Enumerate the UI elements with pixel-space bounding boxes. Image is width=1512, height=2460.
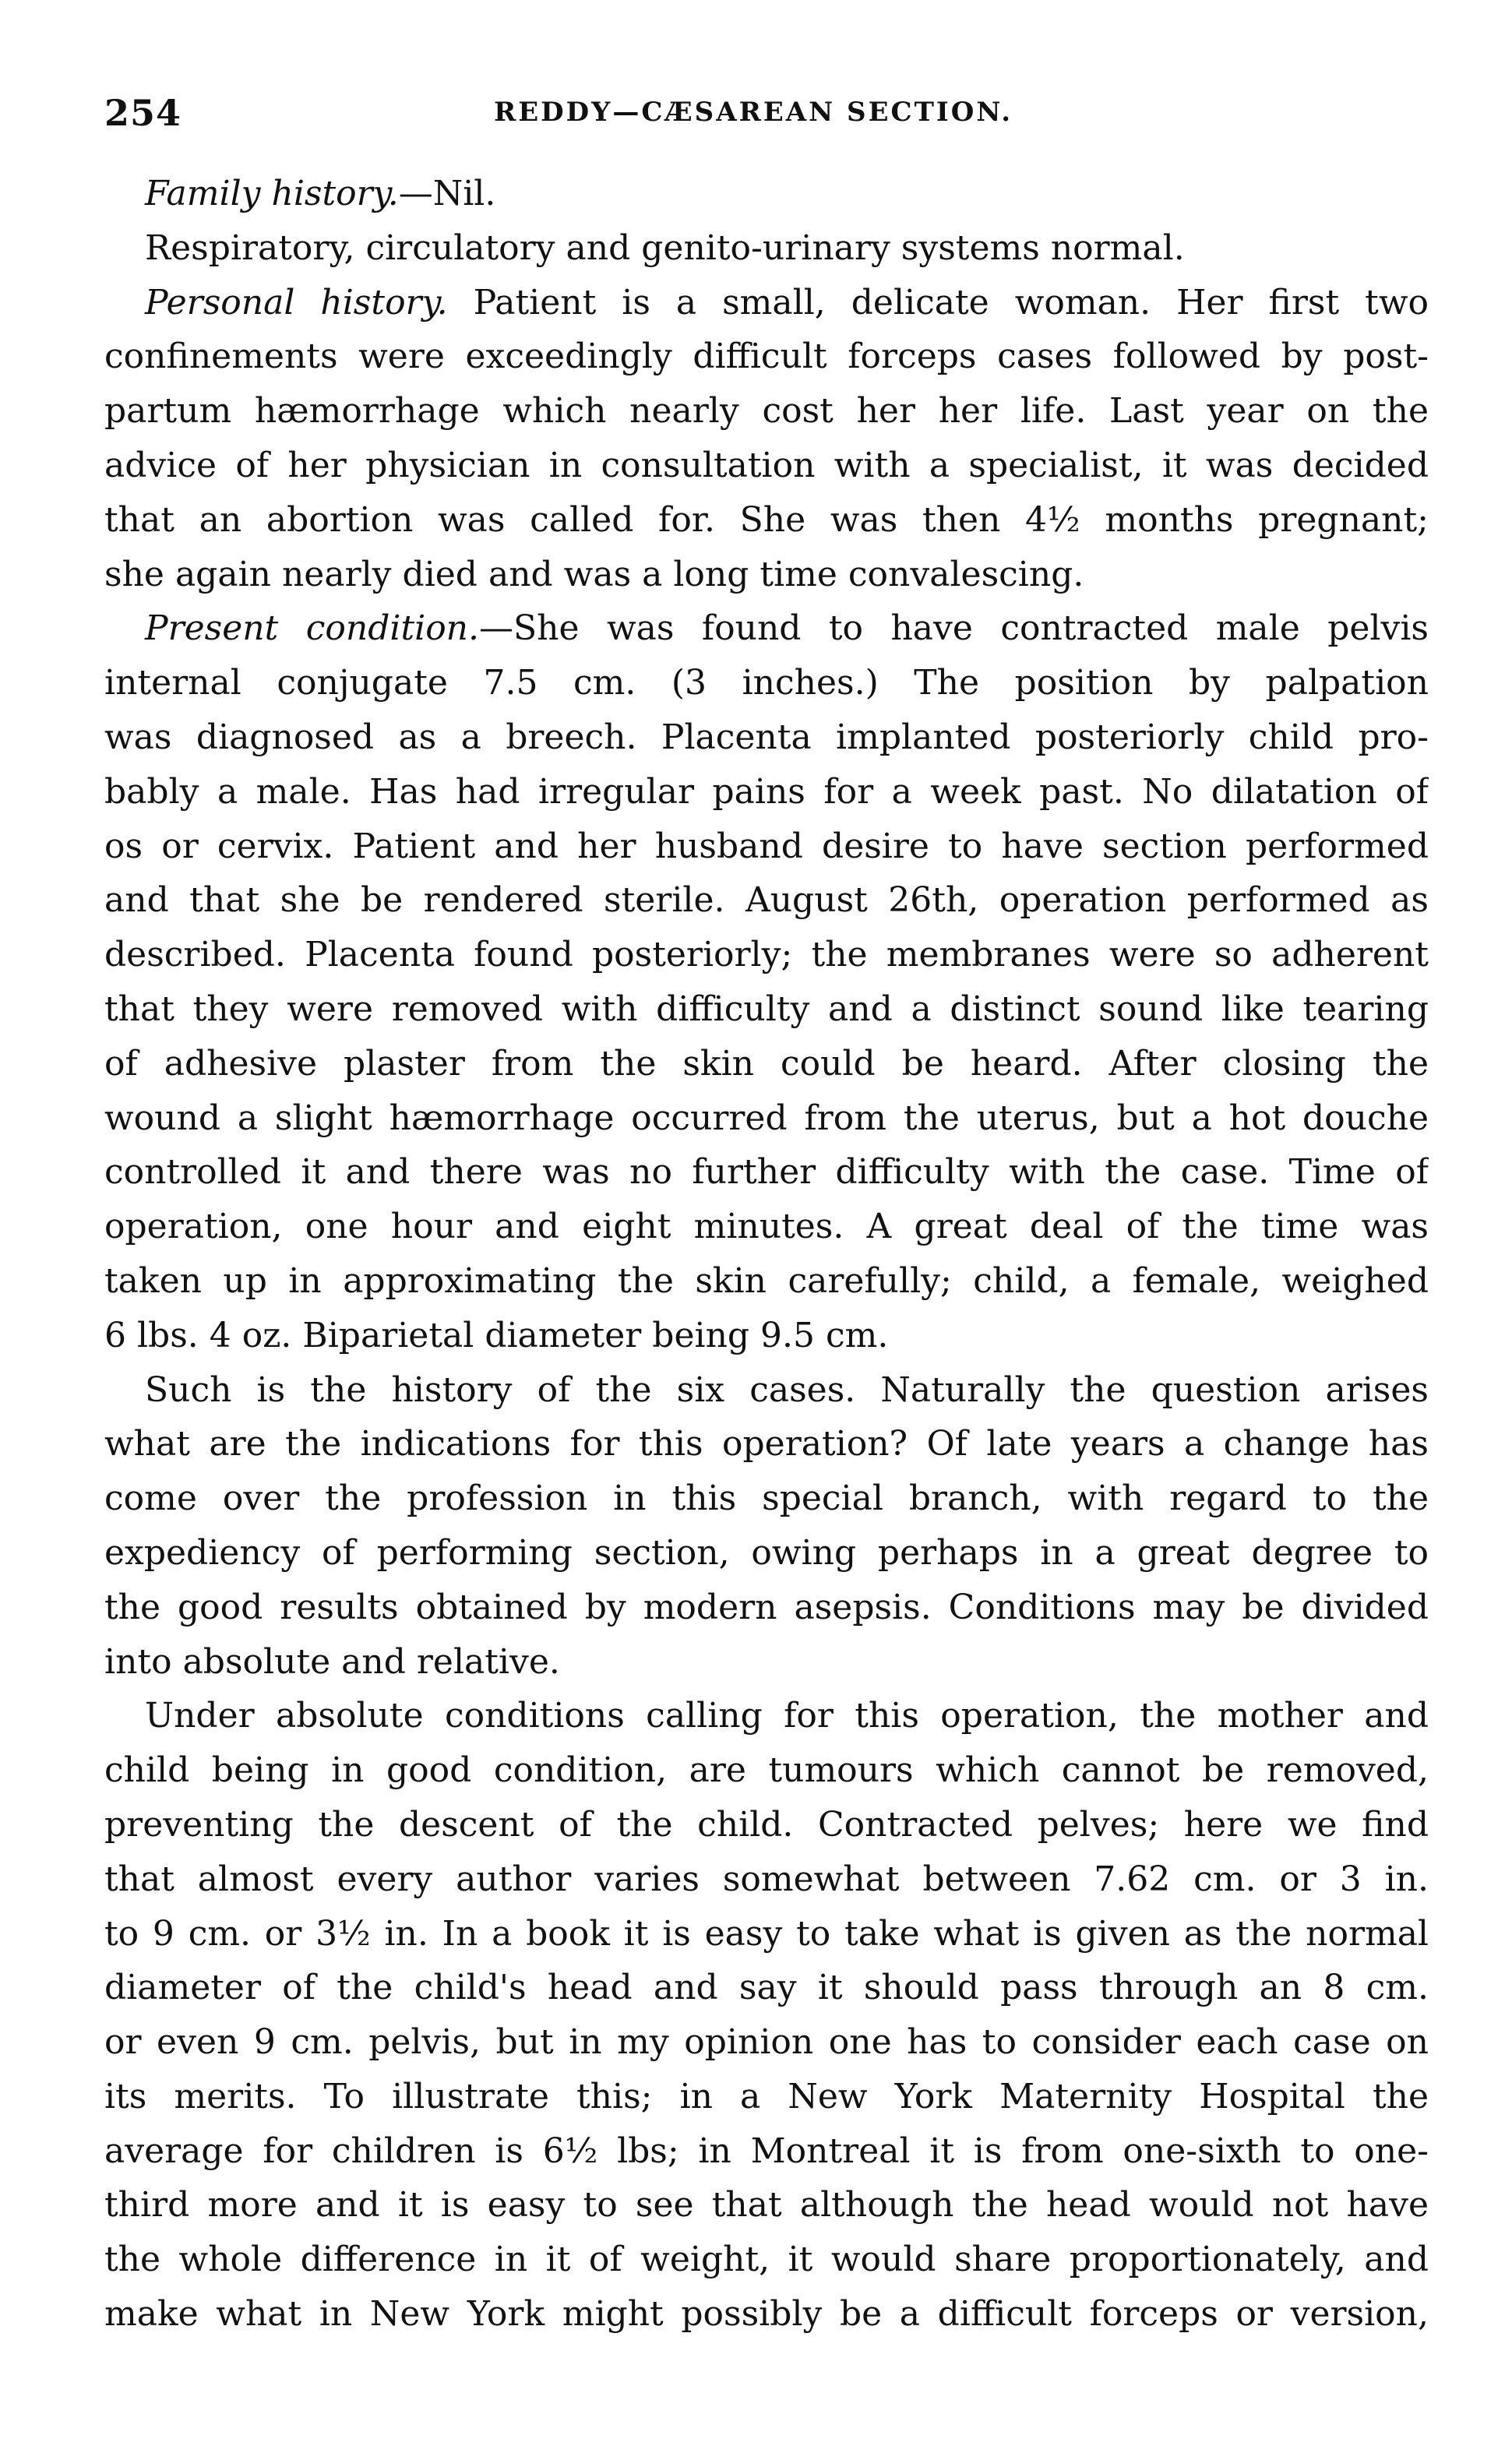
page-number: 254 bbox=[104, 92, 182, 134]
text-line bbox=[104, 982, 1429, 1037]
line-text: —She was found to have contracted male pelvis bbox=[479, 608, 1429, 649]
text-line bbox=[104, 656, 1429, 710]
line-text: 6 lbs. 4 oz. Biparietal diameter being 9.5 cm. bbox=[104, 1315, 889, 1355]
text-line bbox=[104, 2070, 1429, 2124]
text-line bbox=[104, 1743, 1429, 1798]
line-text: described. Placenta found posteriorly; the membranes were so adherent bbox=[104, 935, 1429, 975]
text-line bbox=[104, 765, 1429, 819]
section-heading: Personal history. bbox=[145, 282, 448, 322]
line-text: that an abortion was called for. She was then 4½ months pregnant; bbox=[104, 499, 1429, 540]
text-line bbox=[104, 1581, 1429, 1635]
text-line bbox=[104, 2124, 1429, 2179]
page-header bbox=[104, 92, 1429, 146]
line-text: that almost every author varies somewhat between 7.62 cm. or 3 in. bbox=[104, 1859, 1429, 1899]
text-line bbox=[104, 439, 1429, 493]
line-text: os or cervix. Patient and her husband desire to have section performed bbox=[104, 826, 1429, 866]
text-line bbox=[104, 873, 1429, 928]
text-line bbox=[104, 1526, 1429, 1581]
running-head: REDDY—CÆSAREAN SECTION. bbox=[494, 97, 1013, 128]
line-text: Respiratory, circulatory and genito-urinary systems normal. bbox=[145, 227, 1185, 268]
text-line bbox=[104, 1689, 1429, 1743]
line-text: come over the profession in this special branch, with regard to the bbox=[104, 1478, 1429, 1519]
line-text: average for children is 6½ lbs; in Montreal it is from one-sixth to one- bbox=[104, 2130, 1429, 2171]
line-text: was diagnosed as a breech. Placenta implanted posteriorly child pro- bbox=[104, 717, 1429, 757]
line-text: internal conjugate 7.5 cm. (3 inches.) The position by palpation bbox=[104, 663, 1429, 703]
text-line bbox=[104, 928, 1429, 982]
text-line bbox=[104, 2178, 1429, 2233]
text-line bbox=[104, 1254, 1429, 1309]
text-line bbox=[104, 2287, 1429, 2342]
text-line bbox=[104, 1471, 1429, 1526]
section-heading: Present condition. bbox=[145, 608, 480, 649]
text-line bbox=[104, 276, 1429, 330]
line-text: that they were removed with difficulty and a distinct sound like tearing bbox=[104, 989, 1429, 1029]
text-line bbox=[104, 548, 1429, 602]
line-text: what are the indications for this operation? Of late years a change has bbox=[104, 1424, 1429, 1464]
text-line bbox=[104, 601, 1429, 656]
text-line bbox=[104, 493, 1429, 548]
line-text: controlled it and there was no further difficulty with the case. Time of bbox=[104, 1152, 1429, 1193]
line-text: partum hæmorrhage which nearly cost her her life. Last year on the bbox=[104, 391, 1429, 432]
text-line bbox=[104, 1200, 1429, 1254]
line-text: wound a slight hæmorrhage occurred from the uterus, but a hot douche bbox=[104, 1098, 1429, 1138]
line-text: the good results obtained by modern asepsis. Conditions may be divided bbox=[104, 1587, 1429, 1627]
line-text: advice of her physician in consultation with a specialist, it was decided bbox=[104, 445, 1429, 485]
text-line bbox=[104, 384, 1429, 439]
line-text: or even 9 cm. pelvis, but in my opinion one has to consider each case on bbox=[104, 2022, 1429, 2063]
line-text: diameter of the child's head and say it should pass through an 8 cm. bbox=[104, 1968, 1429, 2008]
line-text: of adhesive plaster from the skin could be heard. After closing the bbox=[104, 1043, 1429, 1084]
line-text: —Nil. bbox=[398, 174, 496, 213]
line-text: operation, one hour and eight minutes. A great deal of the time was bbox=[104, 1207, 1429, 1247]
line-text: preventing the descent of the child. Contracted pelves; here we find bbox=[104, 1804, 1429, 1845]
line-text: Patient is a small, delicate woman. Her first two bbox=[447, 282, 1429, 322]
text-line bbox=[104, 1037, 1429, 1091]
line-text: its merits. To illustrate this; in a New York Maternity Hospital the bbox=[104, 2076, 1429, 2116]
body-text bbox=[104, 167, 1429, 2342]
line-text: Under absolute conditions calling for this operation, the mother and bbox=[145, 1696, 1429, 1736]
line-text: confinements were exceedingly difficult forceps cases followed by post- bbox=[104, 337, 1429, 377]
text-line bbox=[104, 1145, 1429, 1200]
text-line bbox=[104, 1907, 1429, 1961]
text-line bbox=[104, 1309, 1429, 1363]
text-line bbox=[104, 2233, 1429, 2287]
line-text: make what in New York might possibly be a difficult forceps or version, bbox=[104, 2294, 1429, 2335]
text-line bbox=[104, 1635, 1429, 1690]
text-line bbox=[104, 1363, 1429, 1418]
line-text: and that she be rendered sterile. August 26th, operation performed as bbox=[104, 880, 1429, 921]
text-line bbox=[104, 221, 1429, 276]
line-text: the whole difference in it of weight, it would share proportionately, and bbox=[104, 2240, 1429, 2280]
text-line bbox=[104, 1798, 1429, 1852]
line-text: bably a male. Has had irregular pains for a week past. No dilatation of bbox=[104, 771, 1429, 812]
text-line bbox=[104, 1417, 1429, 1471]
line-text: third more and it is easy to see that although the head would not have bbox=[104, 2185, 1429, 2226]
text-line bbox=[104, 1961, 1429, 2015]
section-heading: Family history. bbox=[145, 174, 399, 213]
text-line bbox=[104, 819, 1429, 874]
text-line bbox=[104, 710, 1429, 765]
line-text: she again nearly died and was a long time convalescing. bbox=[104, 554, 1084, 594]
line-text: Such is the history of the six cases. Naturally the question arises bbox=[145, 1369, 1429, 1410]
line-text: to 9 cm. or 3½ in. In a book it is easy to take what is given as the normal bbox=[104, 1913, 1429, 1954]
line-text: taken up in approximating the skin carefully; child, a female, weighed bbox=[104, 1260, 1429, 1301]
line-text: expediency of performing section, owing perhaps in a great degree to bbox=[104, 1532, 1429, 1573]
text-line bbox=[104, 2015, 1429, 2070]
text-line bbox=[104, 330, 1429, 384]
line-text: into absolute and relative. bbox=[104, 1641, 560, 1682]
text-line bbox=[104, 1852, 1429, 1907]
text-line bbox=[104, 1091, 1429, 1146]
line-text: child being in good condition, are tumours which cannot be removed, bbox=[104, 1750, 1429, 1791]
text-line bbox=[104, 167, 1429, 221]
